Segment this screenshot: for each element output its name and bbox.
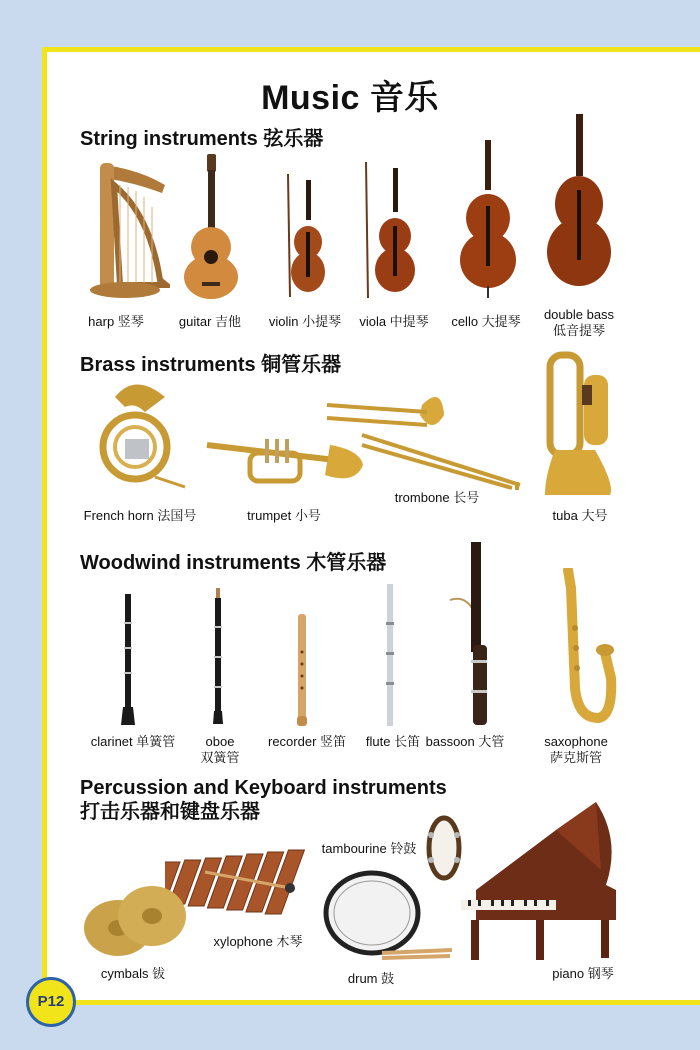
guitar-image <box>180 152 242 300</box>
brass-section-title: Brass instruments 铜管乐器 <box>80 354 342 376</box>
trumpet-label: trumpet 小号 <box>247 508 321 523</box>
percussion-title-zh: 打击乐器和键盘乐器 <box>80 801 260 823</box>
flute-label: flute 长笛 <box>365 734 421 749</box>
bassoon-label: bassoon 大管 <box>425 734 505 749</box>
french-horn-label: French horn 法国号 <box>83 508 197 523</box>
violin-image <box>280 172 330 300</box>
trombone-image <box>322 390 524 490</box>
double-bass-label <box>544 307 614 339</box>
page-title: Music 音乐 <box>261 79 439 117</box>
saxophone-label <box>544 734 608 766</box>
harp-label: harp 竖琴 <box>88 314 144 329</box>
guitar-label: guitar 吉他 <box>178 314 242 329</box>
tambourine-label: tambourine 铃鼓 <box>321 841 417 856</box>
violin-label: violin 小提琴 <box>268 314 342 329</box>
drum-image <box>322 868 454 960</box>
string-section-title: String instruments 弦乐器 <box>80 128 324 150</box>
double-bass-label-zh: 低音提琴 <box>552 323 605 338</box>
clarinet-image <box>120 592 136 727</box>
oboe-label-zh: 双簧管 <box>200 750 240 765</box>
bassoon-image <box>445 540 495 728</box>
percussion-title-en: Percussion and Keyboard instruments <box>80 777 447 799</box>
oboe-label <box>200 734 239 766</box>
percussion-section-title <box>80 776 447 824</box>
drum-label: drum 鼓 <box>347 971 395 986</box>
piano-label: piano 钢琴 <box>552 966 614 981</box>
viola-label: viola 中提琴 <box>359 314 429 329</box>
page-number-badge: P12 <box>26 977 76 1027</box>
trombone-label: trombone 长号 <box>394 490 480 505</box>
harp-image <box>80 155 170 300</box>
woodwind-section-title: Woodwind instruments 木管乐器 <box>80 552 387 574</box>
xylophone-label: xylophone 木琴 <box>213 934 303 949</box>
recorder-image <box>294 612 310 728</box>
flute-image <box>383 582 397 728</box>
saxophone-label-en: saxophone <box>544 734 608 749</box>
tuba-label: tuba 大号 <box>552 508 608 523</box>
oboe-label-en: oboe <box>205 734 235 749</box>
cymbals-image <box>80 880 190 960</box>
saxophone-label-zh: 萨克斯管 <box>549 750 602 765</box>
recorder-label: recorder 竖笛 <box>267 734 347 749</box>
oboe-image <box>210 586 226 726</box>
saxophone-image <box>553 568 618 728</box>
viola-image <box>358 160 418 300</box>
french-horn-image <box>95 377 190 497</box>
double-bass-image <box>542 112 614 292</box>
piano-image <box>456 800 624 965</box>
tuba-image <box>540 345 620 500</box>
cello-image <box>456 138 518 300</box>
cymbals-label: cymbals 钹 <box>100 966 166 981</box>
cello-label: cello 大提琴 <box>451 314 521 329</box>
clarinet-label: clarinet 单簧管 <box>90 734 176 749</box>
double-bass-label-en: double bass <box>543 307 615 322</box>
